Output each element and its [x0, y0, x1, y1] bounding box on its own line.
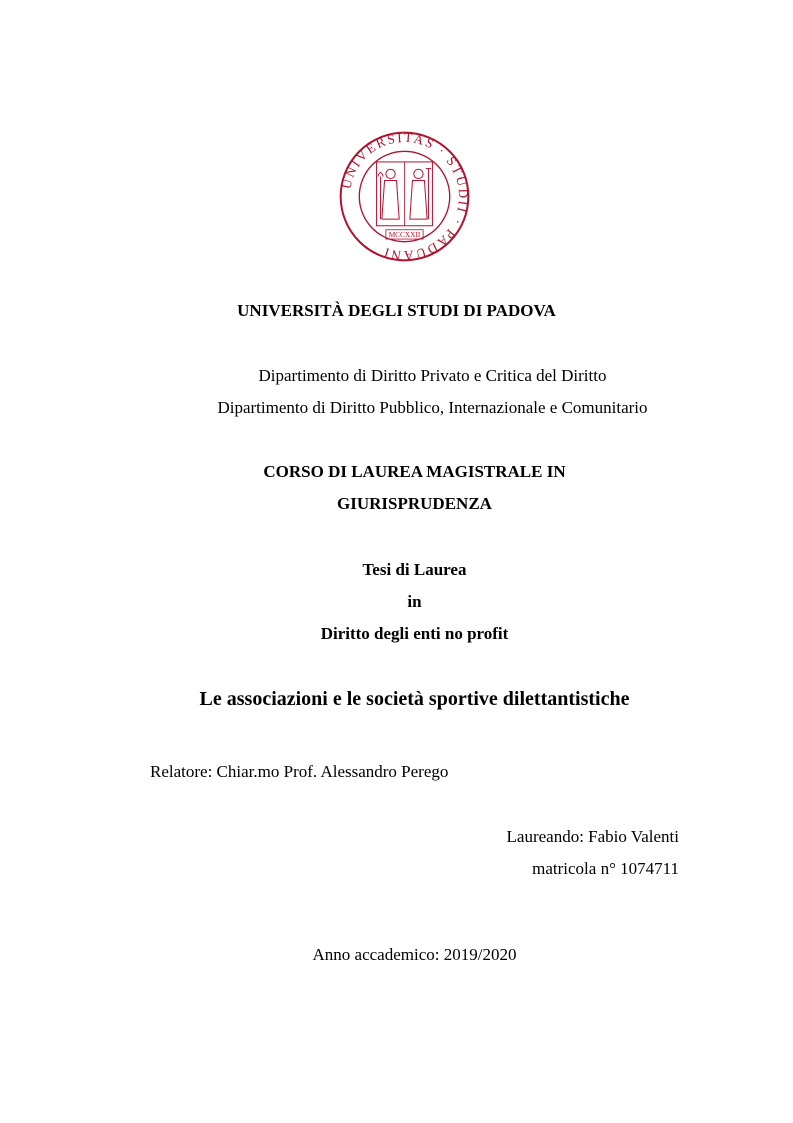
course-name-line-1: CORSO DI LAUREA MAGISTRALE IN: [263, 462, 566, 481]
academic-year: Anno accademico: 2019/2020: [312, 945, 517, 964]
candidate-name: Laureando: Fabio Valenti: [506, 827, 679, 846]
department-public-law: Dipartimento di Diritto Pubblico, Internazionale e Comunitario: [217, 398, 648, 417]
thesis-type: Tesi di Laurea: [362, 560, 467, 579]
svg-text:UNIVERSITAS · STUDII · PADUANI: UNIVERSITAS · STUDII · PADUANI: [338, 130, 471, 263]
university-name: UNIVERSITÀ DEGLI STUDI DI PADOVA: [237, 301, 556, 320]
thesis-title: Le associazioni e le società sportive dilettantistiche: [199, 688, 630, 710]
thesis-subject: Diritto degli enti no profit: [320, 624, 509, 643]
department-private-law: Dipartimento di Diritto Privato e Critica del Diritto: [258, 366, 607, 385]
university-seal-logo: [338, 130, 471, 263]
course-name-line-2: GIURISPRUDENZA: [337, 494, 492, 513]
student-id: matricola n° 1074711: [532, 859, 679, 878]
svg-text:MCCXXII: MCCXXII: [388, 230, 421, 240]
supervisor: Relatore: Chiar.mo Prof. Alessandro Perego: [150, 762, 449, 781]
thesis-connector: in: [407, 592, 422, 611]
